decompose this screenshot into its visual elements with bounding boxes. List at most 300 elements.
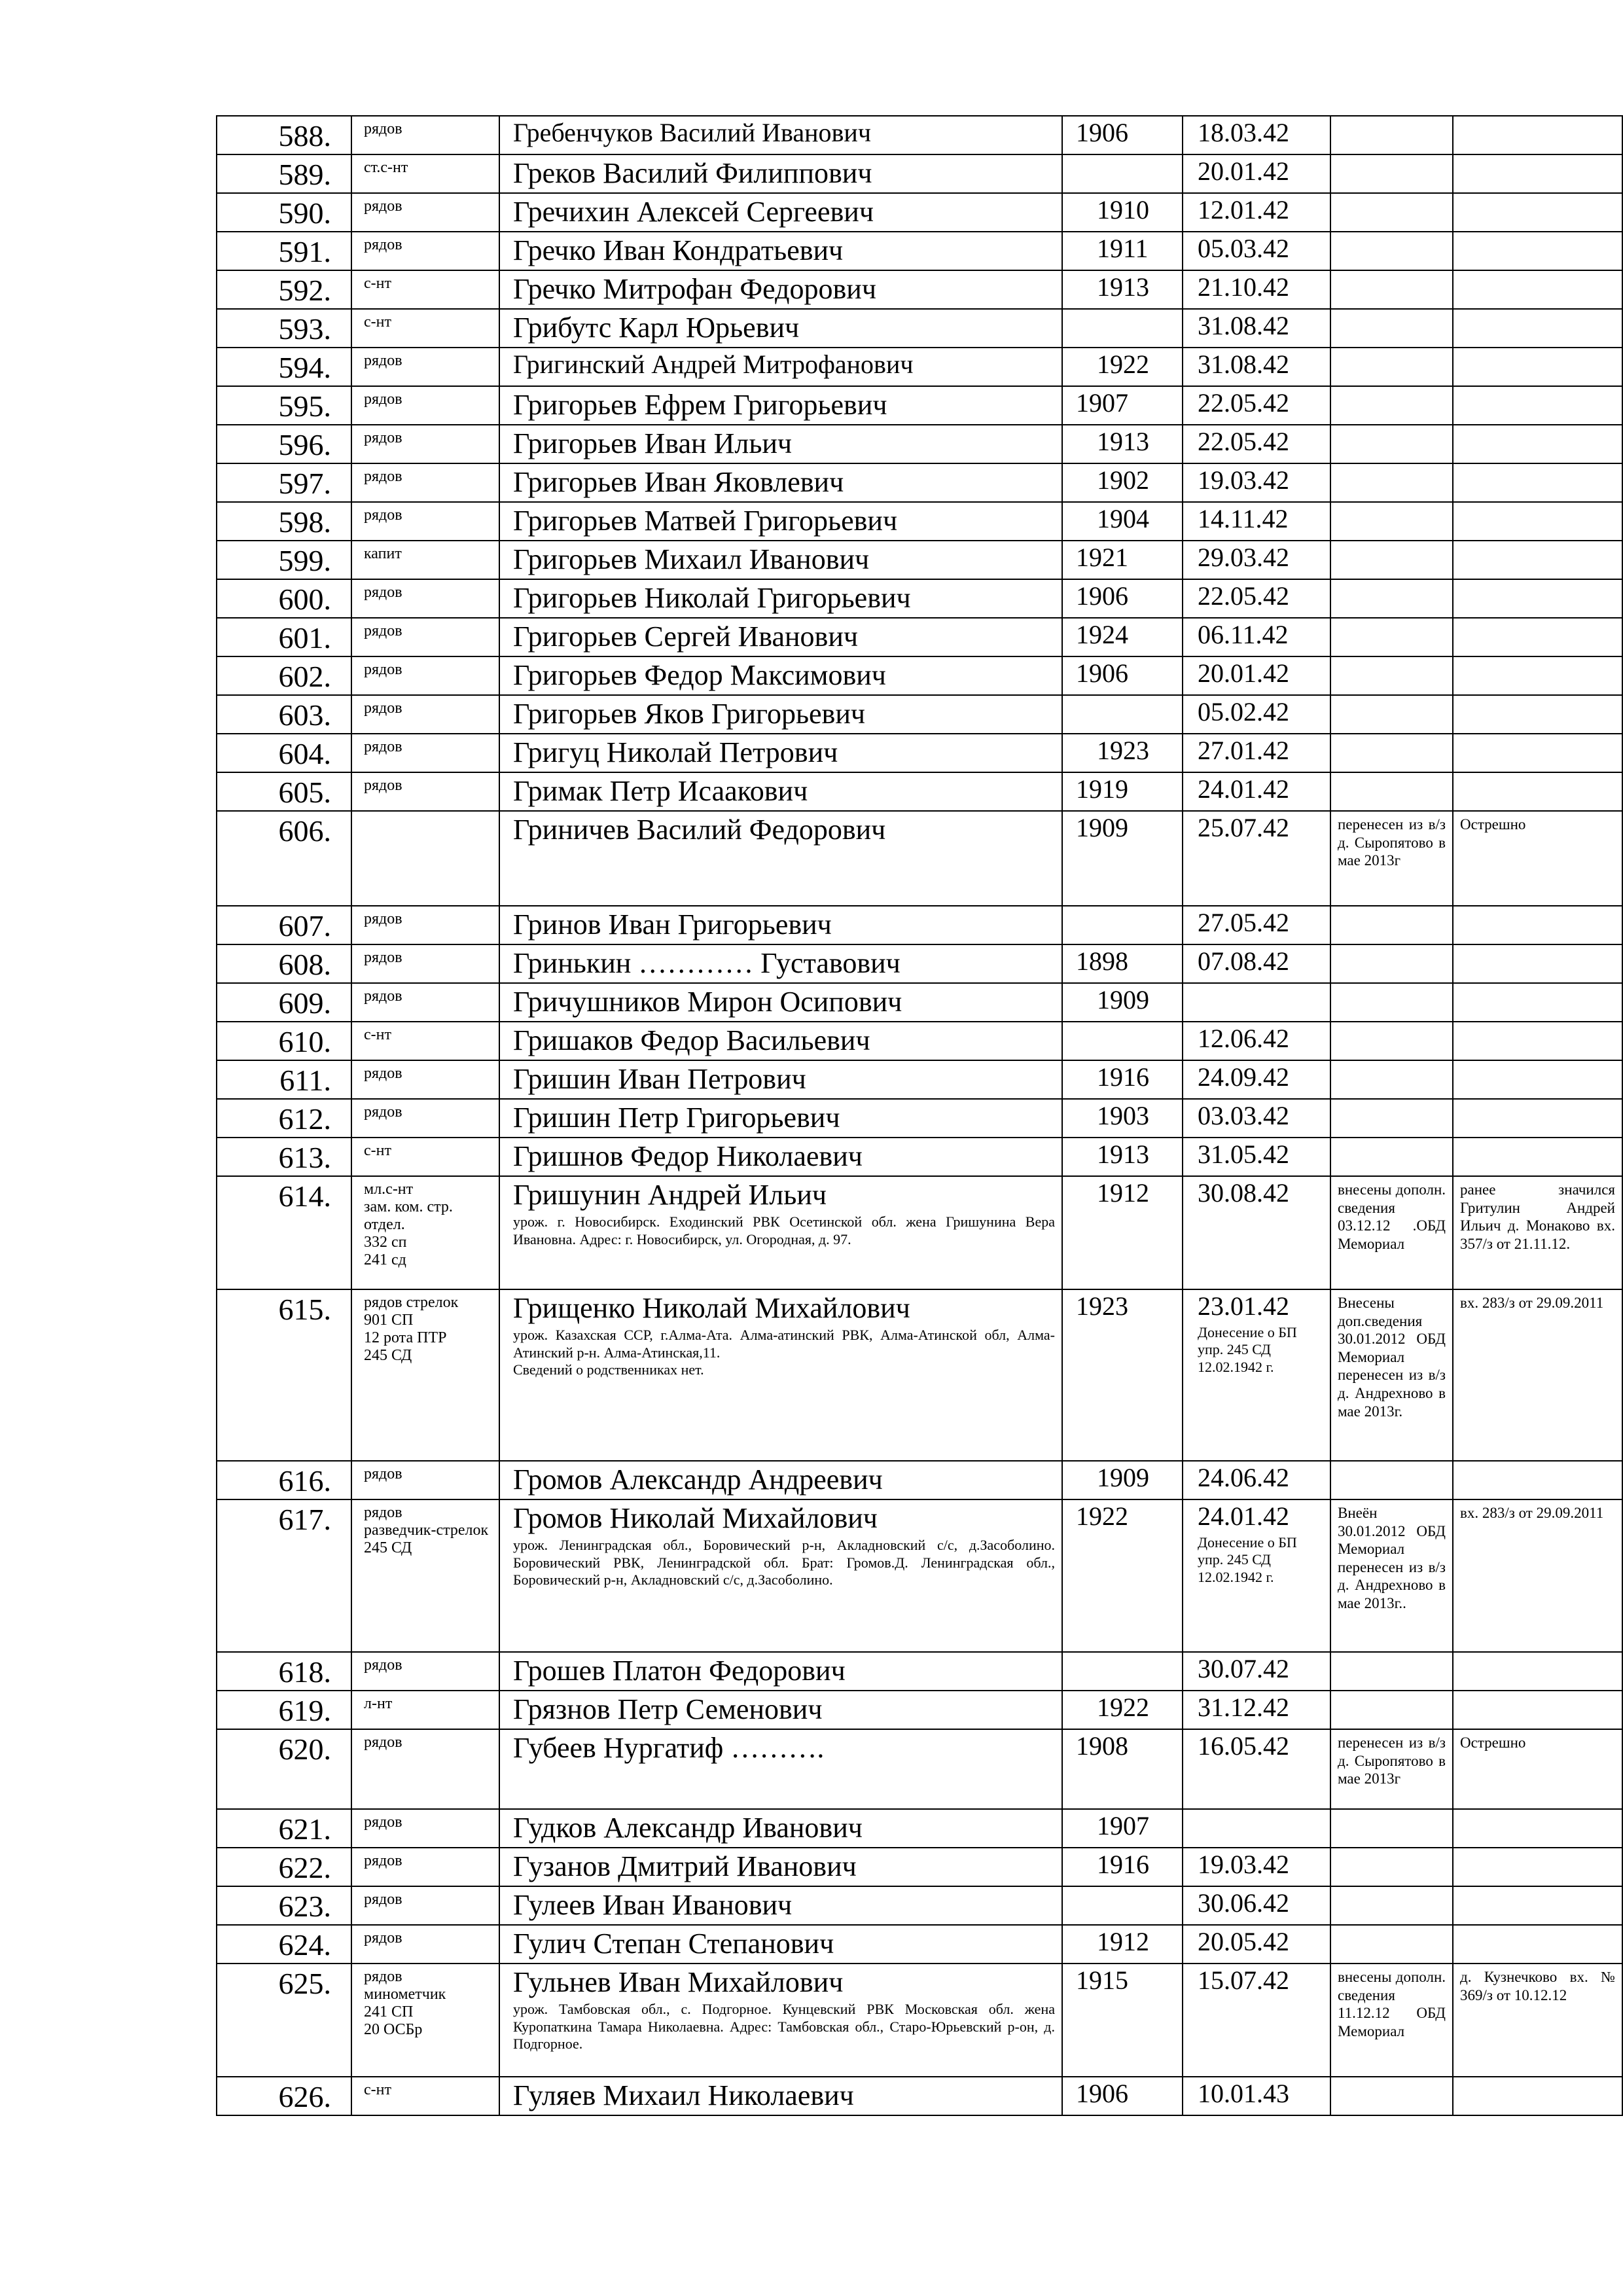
name-cell [499,579,1062,618]
remark-cell [1453,618,1622,656]
name-cell [499,1138,1062,1176]
table-row [217,695,1622,734]
rank-cell: рядов [351,1809,499,1848]
soldier-name: Громов Николай Михайлович [513,1502,878,1534]
birth-year-cell: 1916 [1062,1848,1183,1886]
death-date: 31.05.42 [1198,1139,1289,1169]
remark-cell [1453,1925,1622,1964]
table-row [217,232,1622,270]
row-number: 590. [217,193,351,232]
note-cell [1330,386,1453,425]
row-number: 607. [217,906,351,944]
rank-cell: рядов [351,232,499,270]
name-cell [499,1652,1062,1691]
rank-cell: рядов минометчик 241 СП 20 ОСБр [351,1964,499,2077]
name-cell [499,425,1062,463]
note-cell [1330,154,1453,193]
remark-cell [1453,1848,1622,1886]
birth-year-cell: 1922 [1062,1499,1183,1652]
note-cell [1330,906,1453,944]
rank-cell: рядов [351,772,499,811]
note-cell: Внесены доп.сведения 30.01.2012 ОБД Мемориал перенесен из в/з д. Андрехново в мае 2013г. [1330,1289,1453,1461]
rank-cell: рядов разведчик-стрелок 245 СД [351,1499,499,1652]
remark-cell: д. Кузнечково вх. № 369/з от 10.12.12 [1453,1964,1622,2077]
note-cell [1330,116,1453,154]
rank-cell: рядов [351,1099,499,1138]
table-row [217,734,1622,772]
note-cell [1330,944,1453,983]
death-date: 05.03.42 [1198,234,1289,263]
soldier-name: Гречко Митрофан Федорович [513,273,876,305]
row-number: 611. [217,1060,351,1099]
remark-cell [1453,502,1622,541]
table-row [217,386,1622,425]
death-date-cell [1183,579,1330,618]
death-date: 29.03.42 [1198,543,1289,572]
row-number: 626. [217,2077,351,2115]
death-date-cell [1183,772,1330,811]
row-number: 623. [217,1886,351,1925]
death-date: 20.05.42 [1198,1927,1289,1956]
name-cell [499,983,1062,1022]
rank-cell: рядов [351,1729,499,1809]
soldier-name: Гришин Иван Петрович [513,1063,806,1095]
row-number: 619. [217,1691,351,1729]
death-date-cell [1183,695,1330,734]
remark-cell [1453,116,1622,154]
remark-cell [1453,463,1622,502]
death-date-cell [1183,1138,1330,1176]
death-date-cell [1183,1060,1330,1099]
note-cell [1330,541,1453,579]
soldier-name: Гримак Петр Исаакович [513,775,808,807]
table-row [217,2077,1622,2115]
remark-cell [1453,154,1622,193]
note-cell [1330,270,1453,309]
rank-cell: рядов [351,463,499,502]
remark-cell [1453,270,1622,309]
table-row [217,309,1622,348]
death-date-cell [1183,154,1330,193]
row-number: 588. [217,116,351,154]
birth-year-cell: 1910 [1062,193,1183,232]
death-date-cell [1183,656,1330,695]
soldier-name: Гребенчуков Василий Иванович [513,118,871,147]
name-cell [499,1886,1062,1925]
table-row [217,270,1622,309]
table-row [217,579,1622,618]
rank-cell: рядов [351,386,499,425]
death-date-cell [1183,386,1330,425]
death-date-cell [1183,193,1330,232]
name-cell [499,906,1062,944]
rank-cell: рядов [351,348,499,386]
birth-year-cell: 1912 [1062,1176,1183,1289]
soldier-name: Гудков Александр Иванович [513,1812,863,1844]
table-row [217,1964,1622,2077]
row-number: 616. [217,1461,351,1499]
date-source-note: Донесение о БП упр. 245 СД 12.02.1942 г. [1198,1534,1297,1585]
rank-cell: рядов [351,1848,499,1886]
death-date: 10.01.43 [1198,2079,1289,2108]
soldier-name: Гринькин ………… Густавович [513,947,901,979]
row-number: 606. [217,811,351,906]
row-number: 618. [217,1652,351,1691]
birth-year-cell: 1916 [1062,1060,1183,1099]
birth-year-cell: 1913 [1062,270,1183,309]
name-cell [499,2077,1062,2115]
note-cell [1330,1022,1453,1060]
soldier-name: Грищенко Николай Михайлович [513,1292,910,1324]
name-cell [499,1809,1062,1848]
name-cell [499,1499,1062,1652]
death-date-cell [1183,1652,1330,1691]
birth-year-cell: 1909 [1062,983,1183,1022]
name-cell [499,1691,1062,1729]
death-date: 30.08.42 [1198,1178,1289,1208]
remark-cell [1453,2077,1622,2115]
remark-cell [1453,1809,1622,1848]
soldier-name: Григорьев Михаил Иванович [513,543,870,575]
table-row [217,1176,1622,1289]
name-cell [499,1848,1062,1886]
death-date-cell [1183,1886,1330,1925]
death-date: 23.01.42 [1198,1291,1289,1321]
soldier-name: Гришнов Федор Николаевич [513,1140,863,1172]
table-row [217,348,1622,386]
remark-cell [1453,579,1622,618]
soldier-name: Григорьев Иван Яковлевич [513,466,844,498]
birth-year-cell: 1909 [1062,811,1183,906]
death-date-cell [1183,811,1330,906]
row-number: 591. [217,232,351,270]
death-date-cell [1183,1176,1330,1289]
death-date: 24.01.42 [1198,1501,1289,1531]
table-row [217,541,1622,579]
death-date: 30.07.42 [1198,1654,1289,1683]
table-row [217,193,1622,232]
table-row [217,1691,1622,1729]
note-cell [1330,983,1453,1022]
birth-year-cell: 1922 [1062,1691,1183,1729]
note-cell: Внеён 30.01.2012 ОБД Мемориал перенесен из в/з д. Андрехново в мае 2013г.. [1330,1499,1453,1652]
death-date-cell [1183,1022,1330,1060]
death-date: 30.06.42 [1198,1888,1289,1918]
death-date: 05.02.42 [1198,697,1289,726]
soldier-name: Гринов Иван Григорьевич [513,908,832,941]
note-cell [1330,232,1453,270]
row-number: 603. [217,695,351,734]
remark-cell [1453,1099,1622,1138]
remark-cell [1453,1138,1622,1176]
table-row [217,1461,1622,1499]
row-number: 614. [217,1176,351,1289]
birth-year-cell [1062,1652,1183,1691]
row-number: 609. [217,983,351,1022]
birth-year-cell: 1924 [1062,618,1183,656]
death-date-cell [1183,1729,1330,1809]
soldier-name: Гулич Степан Степанович [513,1928,834,1960]
row-number: 589. [217,154,351,193]
remark-cell: Острешно [1453,1729,1622,1809]
table-row [217,1499,1622,1652]
name-cell [499,1176,1062,1289]
row-number: 593. [217,309,351,348]
soldier-name: Грибутс Карл Юрьевич [513,312,800,344]
note-cell [1330,772,1453,811]
note-cell [1330,1461,1453,1499]
note-cell [1330,618,1453,656]
note-cell [1330,2077,1453,2115]
table-row [217,502,1622,541]
row-number: 624. [217,1925,351,1964]
name-cell [499,116,1062,154]
remark-cell [1453,695,1622,734]
name-cell [499,618,1062,656]
death-date-cell [1183,463,1330,502]
rank-cell: л-нт [351,1691,499,1729]
table-row [217,656,1622,695]
note-cell [1330,579,1453,618]
name-cell [499,541,1062,579]
rank-cell: рядов [351,1652,499,1691]
name-cell [499,1289,1062,1461]
document-page [216,115,1623,2116]
name-cell [499,944,1062,983]
birth-year-cell [1062,1886,1183,1925]
rank-cell: ст.с-нт [351,154,499,193]
death-date-cell [1183,270,1330,309]
note-cell [1330,348,1453,386]
birth-year-cell: 1912 [1062,1925,1183,1964]
note-cell [1330,463,1453,502]
death-date-cell [1183,1809,1330,1848]
remark-cell [1453,386,1622,425]
remark-cell [1453,906,1622,944]
row-number: 602. [217,656,351,695]
soldier-name: Гульнев Иван Михайлович [513,1966,844,1998]
table-row [217,811,1622,906]
death-date: 07.08.42 [1198,946,1289,976]
rank-cell: рядов [351,695,499,734]
soldier-name: Громов Александр Андреевич [513,1463,883,1496]
remark-cell [1453,1652,1622,1691]
birth-year-cell: 1906 [1062,2077,1183,2115]
death-date: 31.08.42 [1198,311,1289,340]
name-cell [499,193,1062,232]
note-cell: внесены дополн. сведения 11.12.12 ОБД Мемориал [1330,1964,1453,2077]
birth-year-cell [1062,309,1183,348]
row-number: 617. [217,1499,351,1652]
birth-year-cell: 1915 [1062,1964,1183,2077]
birth-year-cell: 1913 [1062,1138,1183,1176]
death-date-cell [1183,734,1330,772]
death-date: 27.05.42 [1198,908,1289,937]
birth-year-cell: 1906 [1062,656,1183,695]
death-date-cell [1183,1461,1330,1499]
death-date-cell [1183,944,1330,983]
remark-cell [1453,348,1622,386]
table-row [217,1022,1622,1060]
rank-cell: рядов [351,1925,499,1964]
soldier-name: Григорьев Сергей Иванович [513,620,858,653]
death-date-cell [1183,425,1330,463]
death-date: 22.05.42 [1198,427,1289,456]
soldier-name: Григорьев Николай Григорьевич [513,582,911,614]
birth-year-cell [1062,695,1183,734]
remark-cell [1453,541,1622,579]
birth-year-cell: 1904 [1062,502,1183,541]
soldier-details: урож. Ленинградская обл., Боровический р-н, Акладновский с/с, д.Засоболино. Боровический РВК, Ленинградской обл. Брат: Громов.Д. Ленинградская обл., Боровический р-н, Акладновский с/с, д.Засоболино. [513,1537,1055,1588]
rank-cell: рядов [351,193,499,232]
soldier-name: Гриничев Василий Федорович [513,814,886,846]
birth-year-cell: 1922 [1062,348,1183,386]
soldier-name: Гузанов Дмитрий Иванович [513,1850,857,1882]
birth-year-cell [1062,154,1183,193]
soldier-name: Гричушников Мирон Осипович [513,986,902,1018]
death-date: 27.01.42 [1198,736,1289,765]
remark-cell [1453,1691,1622,1729]
note-cell [1330,502,1453,541]
row-number: 592. [217,270,351,309]
rank-cell: рядов [351,906,499,944]
birth-year-cell: 1921 [1062,541,1183,579]
row-number: 613. [217,1138,351,1176]
name-cell [499,656,1062,695]
row-number: 622. [217,1848,351,1886]
note-cell [1330,1848,1453,1886]
death-date: 18.03.42 [1198,118,1289,147]
death-date: 22.05.42 [1198,581,1289,611]
table-row [217,425,1622,463]
row-number: 604. [217,734,351,772]
birth-year-cell [1062,906,1183,944]
rank-cell: капит [351,541,499,579]
soldier-name: Греков Василий Филиппович [513,157,872,189]
remark-cell [1453,309,1622,348]
birth-year-cell: 1908 [1062,1729,1183,1809]
name-cell [499,386,1062,425]
name-cell [499,1060,1062,1099]
rank-cell: рядов [351,734,499,772]
row-number: 598. [217,502,351,541]
birth-year-cell: 1898 [1062,944,1183,983]
table-row [217,1652,1622,1691]
soldier-name: Гришунин Андрей Ильич [513,1179,827,1211]
name-cell [499,811,1062,906]
birth-year-cell [1062,1022,1183,1060]
table-row [217,1809,1622,1848]
name-cell [499,734,1062,772]
remark-cell [1453,193,1622,232]
note-cell [1330,1652,1453,1691]
death-date-cell [1183,1848,1330,1886]
note-cell: перенесен из в/з д. Сыропятово в мае 2013г [1330,1729,1453,1809]
birth-year-cell: 1902 [1062,463,1183,502]
death-date: 12.01.42 [1198,195,1289,224]
table-row [217,1289,1622,1461]
note-cell [1330,734,1453,772]
death-date-cell [1183,1289,1330,1461]
remark-cell: ранее значился Гритулин Андрей Ильич д. Монаково вх. 357/з от 21.11.12. [1453,1176,1622,1289]
rank-cell: рядов [351,983,499,1022]
note-cell [1330,1925,1453,1964]
birth-year-cell: 1907 [1062,386,1183,425]
soldier-name: Грошев Платон Федорович [513,1655,846,1687]
soldier-name: Гулеев Иван Иванович [513,1889,793,1921]
table-row [217,1848,1622,1886]
rank-cell: рядов [351,425,499,463]
death-date: 24.06.42 [1198,1463,1289,1492]
table-row [217,1138,1622,1176]
rank-cell: рядов [351,116,499,154]
table-row [217,154,1622,193]
rank-cell: рядов [351,1060,499,1099]
soldier-name: Гуляев Михаил Николаевич [513,2079,854,2111]
death-date-cell [1183,541,1330,579]
row-number: 595. [217,386,351,425]
row-number: 612. [217,1099,351,1138]
table-row [217,1099,1622,1138]
name-cell [499,502,1062,541]
soldier-name: Григинский Андрей Митрофанович [513,350,914,379]
remark-cell [1453,425,1622,463]
death-date: 25.07.42 [1198,813,1289,842]
death-date-cell [1183,1099,1330,1138]
soldier-name: Григорьев Яков Григорьевич [513,698,866,730]
birth-year-cell: 1909 [1062,1461,1183,1499]
rank-cell: рядов [351,944,499,983]
death-date-cell [1183,232,1330,270]
row-number: 599. [217,541,351,579]
table-row [217,944,1622,983]
soldier-name: Гришин Петр Григорьевич [513,1102,840,1134]
rank-cell: с-нт [351,1138,499,1176]
note-cell: перенесен из в/з д. Сыропятово в мае 2013г [1330,811,1453,906]
remark-cell [1453,772,1622,811]
rank-cell: с-нт [351,1022,499,1060]
death-date: 24.01.42 [1198,774,1289,804]
death-date-cell [1183,983,1330,1022]
row-number: 596. [217,425,351,463]
death-date: 15.07.42 [1198,1965,1289,1995]
death-date: 19.03.42 [1198,465,1289,495]
row-number: 597. [217,463,351,502]
soldier-details: урож. Тамбовская обл., с. Подгорное. Кунцевский РВК Московская обл. жена Куропаткина Тамара Николаевна. Адрес: Тамбовская обл., Старо-Юрьевский р-он, д. Подгорное. [513,2001,1055,2053]
death-date-cell [1183,502,1330,541]
table-row [217,1060,1622,1099]
birth-year-cell: 1906 [1062,579,1183,618]
soldier-name: Гришаков Федор Васильевич [513,1024,870,1056]
soldier-name: Григорьев Ефрем Григорьевич [513,389,887,421]
remark-cell: вх. 283/з от 29.09.2011 [1453,1289,1622,1461]
death-date: 31.12.42 [1198,1693,1289,1722]
death-date-cell [1183,1925,1330,1964]
table-row [217,983,1622,1022]
note-cell [1330,425,1453,463]
soldier-name: Гречихин Алексей Сергеевич [513,196,874,228]
note-cell [1330,193,1453,232]
rank-cell: рядов [351,618,499,656]
row-number: 605. [217,772,351,811]
name-cell [499,1099,1062,1138]
death-date: 14.11.42 [1198,504,1289,533]
row-number: 600. [217,579,351,618]
rank-cell: мл.с-нт зам. ком. стр. отдел. 332 сп 241 сд [351,1176,499,1289]
name-cell [499,270,1062,309]
table-row [217,1729,1622,1809]
row-number: 610. [217,1022,351,1060]
